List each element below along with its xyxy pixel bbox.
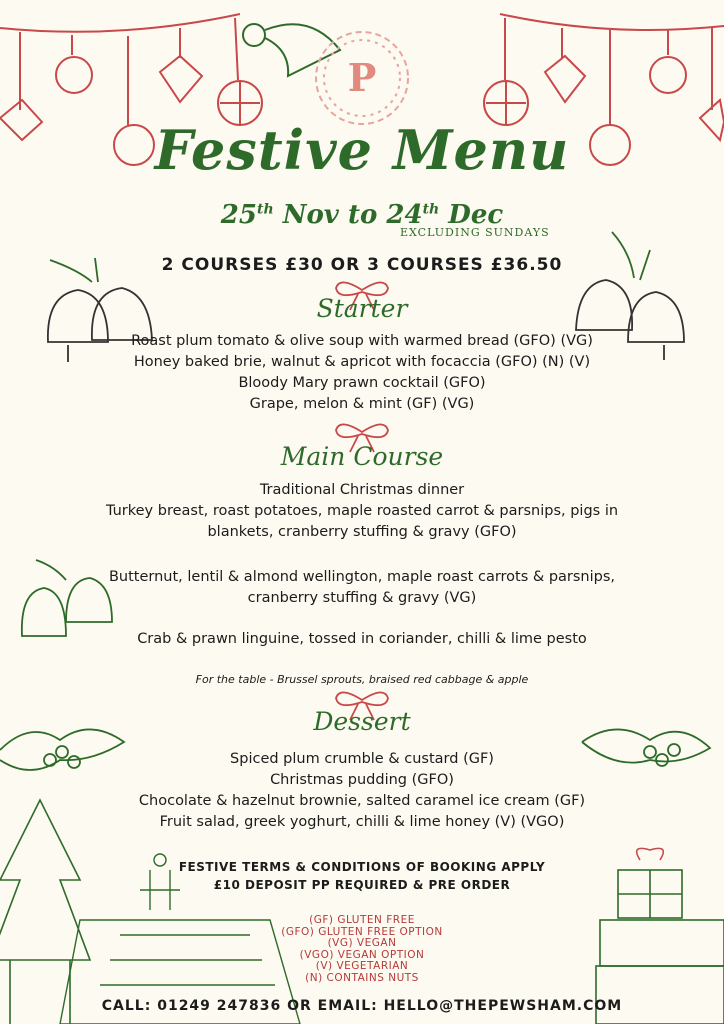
legend-item: (N) CONTAINS NUTS bbox=[305, 971, 419, 984]
legend-item: (GF) GLUTEN FREE bbox=[309, 914, 415, 926]
starter-heading: Starter bbox=[316, 294, 408, 323]
main-item-line: Turkey breast, roast potatoes, maple roasted carrot & parsnips, pigs in bbox=[105, 503, 619, 519]
date-mid: Nov to bbox=[273, 200, 387, 230]
main-item-line: cranberry stuffing & gravy (VG) bbox=[247, 590, 477, 606]
dessert-item: Fruit salad, greek yoghurt, chilli & lime honey (V) (VGO) bbox=[159, 814, 565, 830]
legend-item: (VG) VEGAN bbox=[327, 937, 397, 949]
date-to-day: 24 bbox=[386, 200, 423, 230]
terms-line: FESTIVE TERMS & CONDITIONS OF BOOKING APPLY bbox=[178, 860, 546, 874]
legend-item: (VGO) VEGAN OPTION bbox=[299, 948, 425, 961]
christmas-tree-icon bbox=[0, 800, 90, 1024]
starter-list bbox=[0, 331, 724, 415]
date-to-month: Dec bbox=[439, 200, 504, 230]
main-item-3: Crab & prawn linguine, tossed in coriander, chilli & lime pesto bbox=[137, 631, 587, 647]
santa-hat-icon bbox=[243, 24, 340, 76]
contact-line: CALL: 01249 247836 OR EMAIL: HELLO@THEPEWSHAM.COM bbox=[101, 998, 623, 1014]
main-item-title: Traditional Christmas dinner bbox=[259, 482, 465, 498]
dessert-item: Chocolate & hazelnut brownie, salted caramel ice cream (GF) bbox=[138, 793, 586, 809]
main-heading: Main Course bbox=[280, 442, 444, 471]
dessert-item: Spiced plum crumble & custard (GF) bbox=[230, 751, 494, 767]
main-list-2 bbox=[0, 567, 724, 609]
date-to-suffix: th bbox=[422, 201, 440, 218]
table-note: For the table - Brussel sprouts, braised red cabbage & apple bbox=[195, 673, 529, 686]
date-from-suffix: th bbox=[256, 201, 274, 218]
starter-item: Bloody Mary prawn cocktail (GFO) bbox=[238, 375, 486, 391]
starter-item: Honey baked brie, walnut & apricot with focaccia (GFO) (N) (V) bbox=[133, 354, 591, 370]
course-price: 2 COURSES £30 OR 3 COURSES £36.50 bbox=[161, 255, 563, 275]
dessert-item: Christmas pudding (GFO) bbox=[270, 772, 454, 788]
starter-item: Grape, melon & mint (GF) (VG) bbox=[249, 396, 475, 412]
legend-item: (GFO) GLUTEN FREE OPTION bbox=[281, 925, 443, 938]
legend-item: (V) VEGETARIAN bbox=[315, 960, 409, 972]
main-item-line: blankets, cranberry stuffing & gravy (GFO) bbox=[207, 524, 517, 540]
excluding-sundays: EXCLUDING SUNDAYS bbox=[400, 226, 550, 239]
main-item-line: Butternut, lentil & almond wellington, maple roast carrots & parsnips, bbox=[108, 569, 616, 585]
logo-letter: P bbox=[347, 55, 377, 100]
dietary-legend bbox=[0, 915, 724, 984]
page-title: Festive Menu bbox=[154, 118, 570, 182]
dessert-list bbox=[0, 749, 724, 833]
dessert-heading: Dessert bbox=[313, 707, 411, 736]
booking-terms bbox=[0, 858, 724, 894]
date-range bbox=[0, 200, 724, 230]
starter-item: Roast plum tomato & olive soup with warmed bread (GFO) (VG) bbox=[131, 333, 593, 349]
main-list bbox=[0, 480, 724, 543]
date-from-day: 25 bbox=[220, 200, 257, 230]
terms-line: £10 DEPOSIT PP REQUIRED & PRE ORDER bbox=[213, 878, 511, 892]
